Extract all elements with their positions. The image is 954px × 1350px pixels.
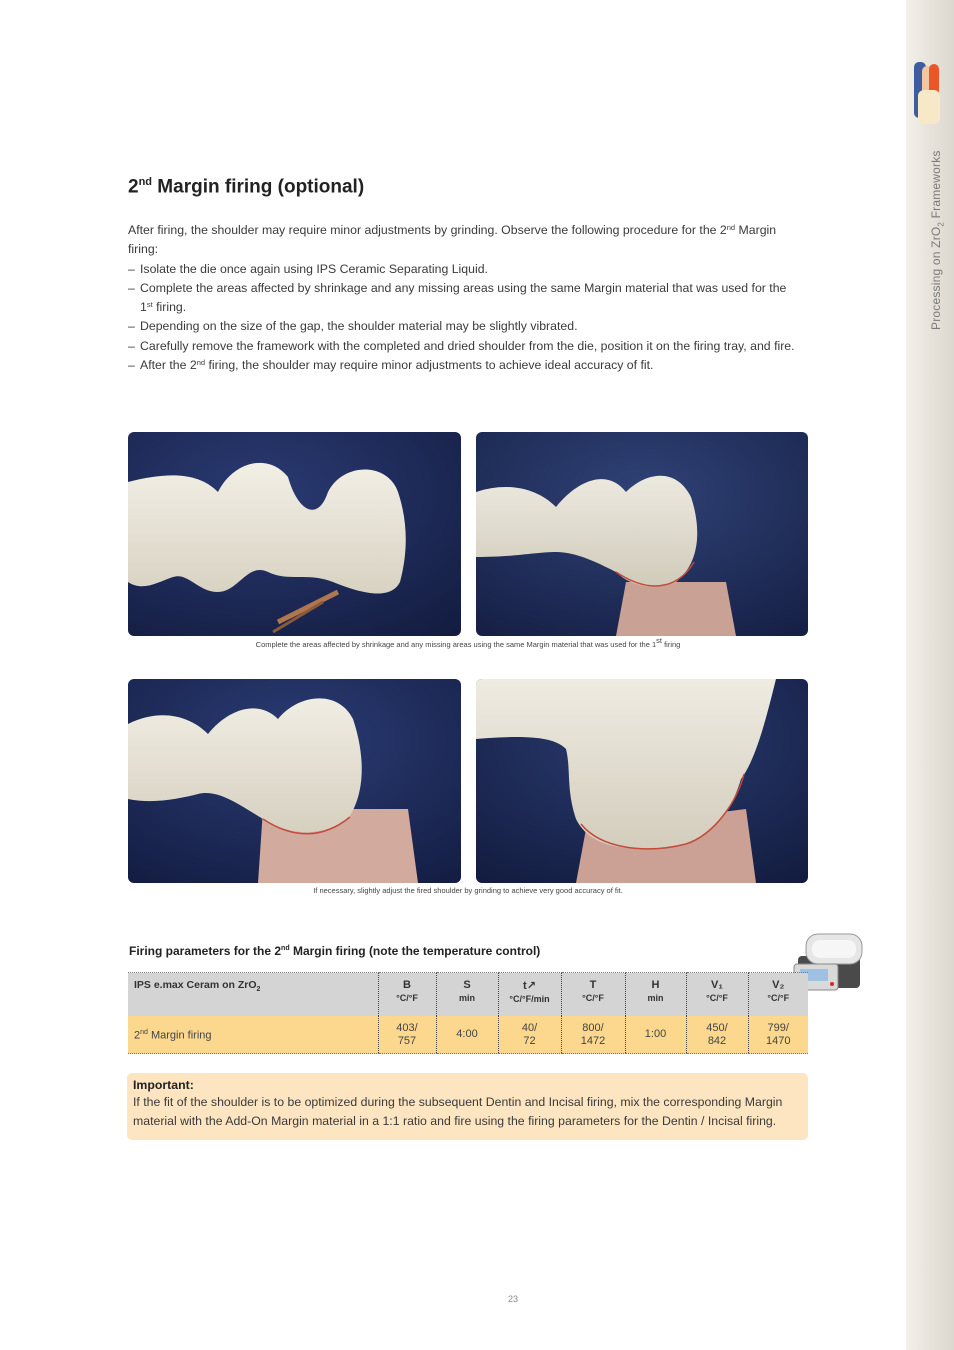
table-title: Firing parameters for the 2nd Margin firing (note the temperature control): [129, 944, 541, 958]
list-item: – Depending on the size of the gap, the shoulder material may be slightly vibrated.: [128, 317, 798, 336]
table-header-row: [128, 973, 808, 1017]
photo-fired-shoulder: [128, 679, 461, 883]
intro-paragraph: After firing, the shoulder may require minor adjustments by grinding. Observe the following procedure for the 2nd Margin firing:: [128, 223, 777, 257]
photo-margin-completed: [476, 432, 808, 636]
photo-adjusted-fit: [476, 679, 808, 883]
table-cell-b: 403/ 757: [378, 1016, 436, 1054]
table-cell-h: 1:00: [625, 1016, 686, 1054]
table-header-s: S min: [436, 973, 498, 1017]
table-cell-v2: 799/ 1470: [748, 1016, 808, 1054]
table-cell-s: 4:00: [436, 1016, 498, 1054]
side-section-label: Processing on ZrO$_2$ Frameworks: [929, 150, 946, 330]
caption-1: Complete the areas affected by shrinkage and any missing areas using the same Margin material that was used for the 1st firing: [255, 636, 681, 649]
table-header-b: B °C/°F: [378, 973, 436, 1017]
ivoclar-tooth-logo-icon: [912, 60, 946, 130]
table-cell-v1: 450/ 842: [686, 1016, 748, 1054]
list-item: – Isolate the die once again using IPS Ceramic Separating Liquid.: [128, 260, 798, 279]
important-note: [127, 1073, 808, 1140]
caption-2: If necessary, slightly adjust the fired shoulder by grinding to achieve very good accuracy of fit.: [313, 886, 623, 895]
table-cell-t: 800/ 1472: [561, 1016, 625, 1054]
photo-margin-application: [128, 432, 461, 636]
table-header-v1: V₁ °C/°F: [686, 973, 748, 1017]
list-item: – Carefully remove the framework with the completed and dried shoulder from the die, position it on the firing tray, and fire.: [128, 337, 798, 356]
table-header-v2: V₂ °C/°F: [748, 973, 808, 1017]
table-row: [128, 1016, 808, 1054]
firing-parameters-table: [128, 972, 808, 1054]
table-header-material: IPS e.max Ceram on ZrO$_2$: [128, 973, 378, 1017]
table-header-h: H min: [625, 973, 686, 1017]
page-number: 23: [508, 1294, 519, 1304]
page-title: 2nd Margin firing (optional): [128, 176, 365, 198]
list-item: – Complete the areas affected by shrinkage and any missing areas using the same Margin material that was used for the 1st firing.: [128, 279, 798, 318]
table-header-t: T °C/°F: [561, 973, 625, 1017]
important-text: If the fit of the shoulder is to be optimized during the subsequent Dentin and Incisal firing, mix the corresponding Margin material with the Add-On Margin material in a 1:1 ratio and fire using the firing parameters for the Dentin / Incisal firing.: [133, 1095, 783, 1129]
table-header-heat-rate: t↗ °C/°F/min: [498, 973, 561, 1017]
procedure-steps: [128, 260, 798, 376]
table-cell-heat-rate: 40/ 72: [498, 1016, 561, 1054]
procedure-text: [128, 221, 798, 375]
list-item: – After the 2nd firing, the shoulder may require minor adjustments to achieve ideal accuracy of fit.: [128, 356, 798, 375]
important-title: Important:: [133, 1078, 194, 1092]
table-row-label: 2nd Margin firing: [128, 1016, 378, 1054]
